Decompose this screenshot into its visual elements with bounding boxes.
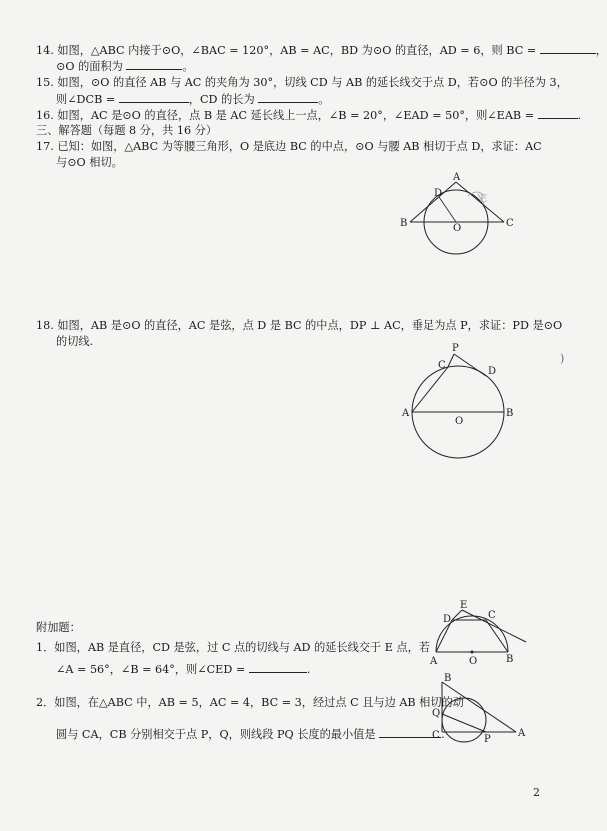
- section-3-heading: [36, 123, 550, 138]
- q18-line1: [36, 318, 563, 333]
- section-3-text: 三、解答题（每题 8 分，共 16 分）: [36, 124, 218, 137]
- q14-text1: 14. 如图，△ABC 内接于⊙O，∠BAC = 120°，AB = AC，BD 为⊙O 的直径，AD = 6，则 BC =: [36, 44, 537, 57]
- q14-blank-area[interactable]: [126, 58, 182, 70]
- q14-text2: ⊙O 的面积为: [56, 60, 123, 73]
- q17-line2: [56, 155, 550, 170]
- b1-text1: 1．如图，AB 是直径，CD 是弦，过 C 点的切线与 AD 的延长线交于 E 点，若: [36, 641, 431, 654]
- q14-line2: [56, 58, 550, 74]
- q18-label-c: C: [438, 360, 446, 371]
- q14-blank-bc[interactable]: [540, 42, 596, 54]
- b1-blank[interactable]: [249, 661, 307, 673]
- b1-label-e: E: [460, 600, 468, 611]
- q18-figure: [402, 342, 520, 466]
- b1-figure: [426, 598, 536, 670]
- margin-mark: ): [560, 352, 565, 365]
- q17-line1: [36, 139, 550, 154]
- q18-text2: 的切线.: [56, 335, 94, 348]
- q17-side-ba: [410, 182, 456, 222]
- b2-punct: .: [441, 728, 445, 741]
- b2-label-q: Q: [432, 708, 441, 719]
- q15-text2: 则∠DCB =: [56, 93, 116, 106]
- q18-label-d: D: [488, 366, 497, 377]
- q17-label-o: O: [453, 223, 462, 234]
- q14-punct1: ，: [595, 44, 607, 57]
- page-number: 2: [533, 786, 540, 799]
- b2-text1: 2．如图，在△ABC 中，AB = 5，AC = 4，BC = 3，经过点 C 且与边 AB 相切的动: [36, 696, 464, 709]
- q17-label-c: C: [506, 218, 514, 229]
- q16-punct: .: [577, 109, 582, 122]
- b1-label-b: B: [506, 654, 514, 665]
- q15-text3: ，CD 的长为: [188, 93, 255, 106]
- q18-label-o: O: [455, 416, 464, 427]
- q17-label-a: A: [453, 172, 461, 183]
- b1-de: [452, 610, 462, 620]
- q15-line1: [36, 75, 568, 90]
- b2-label-a: A: [518, 728, 526, 739]
- q17-text2: 与⊙O 相切。: [56, 156, 123, 169]
- bonus-title: 附加题：: [36, 621, 81, 634]
- b1-label-d: D: [443, 614, 452, 625]
- q15-blank-angle[interactable]: [119, 91, 189, 103]
- q16-line1: [36, 107, 582, 123]
- b1-label-a: A: [430, 656, 438, 667]
- q18-label-a: A: [402, 408, 410, 419]
- q17-label-d: D: [434, 188, 443, 199]
- q18-label-b: B: [506, 408, 514, 419]
- b1-label-c: C: [488, 610, 496, 621]
- q17-label-e: E: [480, 194, 488, 205]
- q14-punct2: 。: [182, 60, 194, 73]
- b1-text2: ∠A = 56°，∠B = 64°，则∠CED =: [56, 663, 246, 676]
- q17-od: [439, 197, 456, 222]
- q18-pd: [454, 354, 486, 376]
- b2-figure: [430, 673, 530, 745]
- q18-label-p: P: [452, 343, 459, 354]
- q18-text1: 18. 如图，AB 是⊙O 的直径，AC 是弦，点 D 是 BC 的中点，DP ⊥ AC，垂足为点 P，求证：PD 是⊙O: [36, 319, 563, 332]
- b1-label-o: O: [469, 656, 478, 667]
- b2-label-c: C: [432, 730, 440, 741]
- q16-text1: 16. 如图，AC 是⊙O 的直径，点 B 是 AC 延长线上一点，∠B = 20°，∠EAD = 50°，则∠EAB =: [36, 109, 535, 122]
- q15-text1: 15. 如图，⊙O 的直径 AB 与 AC 的夹角为 30°，切线 CD 与 AB 的延长线交于点 D，若⊙O 的半径为 3，: [36, 76, 568, 89]
- b1-center-dot: [471, 651, 474, 654]
- q16-blank[interactable]: [538, 107, 578, 119]
- q14-line1: [36, 42, 607, 58]
- b2-label-p: P: [484, 734, 491, 745]
- q15-blank-cd[interactable]: [258, 91, 318, 103]
- b2-label-b: B: [444, 673, 452, 684]
- b1-punct: .: [306, 663, 311, 676]
- b2-side-ba: [442, 682, 516, 732]
- q17-text1: 17. 已知：如图，△ABC 为等腰三角形，O 是底边 BC 的中点，⊙O 与腰 AB 相切于点 D，求证：AC: [36, 140, 542, 153]
- b2-circle: [442, 698, 486, 742]
- b2-pq: [442, 714, 486, 732]
- b2-text2: 圆与 CA，CB 分别相交于点 P，Q，则线段 PQ 长度的最小值是: [56, 728, 376, 741]
- q17-label-b: B: [400, 218, 408, 229]
- q18-ac-extension: [448, 354, 454, 367]
- q15-line2: [56, 91, 550, 107]
- q17-figure: [398, 172, 528, 268]
- q15-punct: 。: [318, 93, 330, 106]
